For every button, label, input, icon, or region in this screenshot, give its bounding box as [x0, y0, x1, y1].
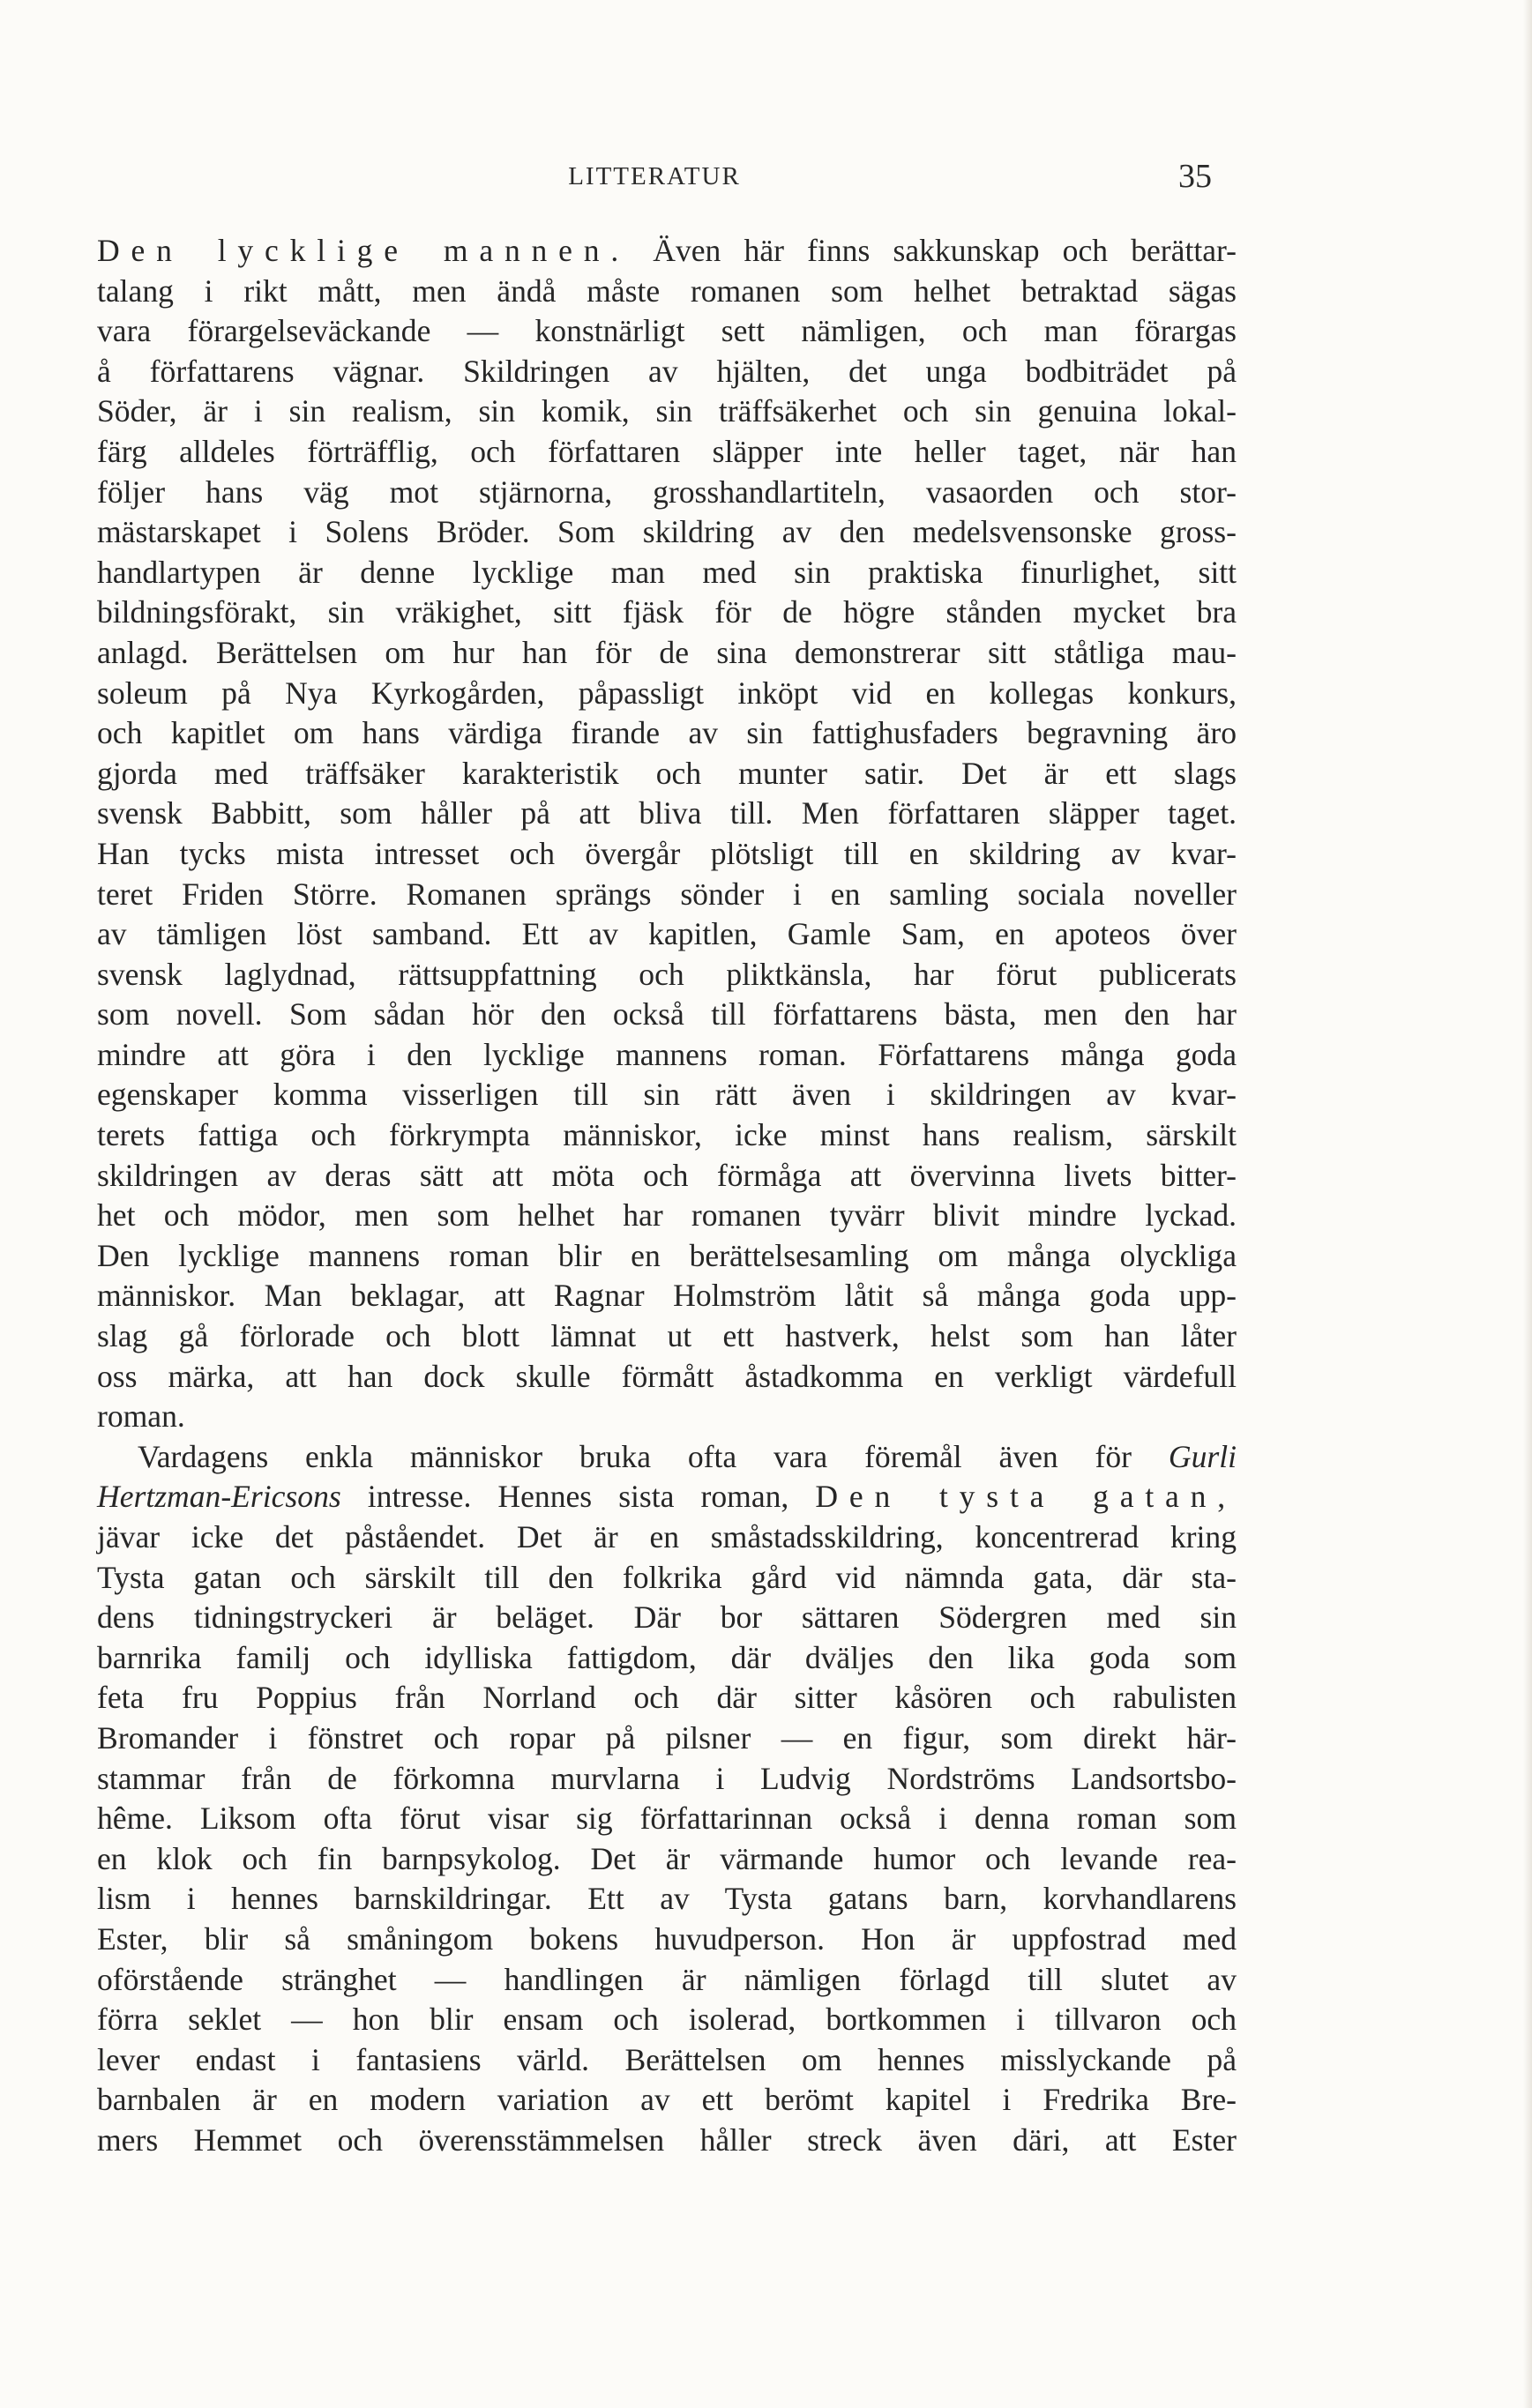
text-line [97, 754, 1237, 794]
spaced-book-title: Den tysta gatan, [815, 1479, 1237, 1515]
body-text [97, 231, 1237, 2161]
text-line [97, 311, 1237, 352]
text-segment: Bromander i fönstret och ropar på pilsner — en figur, som direkt här- [97, 1719, 1237, 1756]
text-segment: mästarskapet i Solens Bröder. Som skildring av den medelsvensonske gross- [97, 514, 1237, 550]
text-segment: Tysta gatan och särskilt till den folkrika gård vid nämnda gata, där sta- [97, 1559, 1237, 1595]
text-segment: gjorda med träffsäker karakteristik och munter satir. Det är ett slags [97, 755, 1237, 791]
text-line [97, 1558, 1237, 1599]
text-line [97, 1035, 1237, 1076]
text-segment: terets fattiga och förkrympta människor, icke minst hans realism, särskilt [97, 1117, 1237, 1153]
text-line [97, 432, 1237, 473]
text-segment: oförstående stränghet — handlingen är nämligen förlagd till slutet av [97, 1961, 1237, 1997]
page-edge-shadow [1523, 0, 1532, 2408]
text-line [97, 1276, 1237, 1316]
text-line [97, 1477, 1237, 1517]
text-segment: av tämligen löst samband. Ett av kapitlen, Gamle Sam, en apoteos över [97, 916, 1237, 952]
text-segment: Ester, blir så småningom bokens huvudperson. Hon är uppfostrad med [97, 1920, 1237, 1957]
text-segment: dens tidningstryckeri är beläget. Där bor sättaren Södergren med sin [97, 1599, 1237, 1636]
text-line [97, 1799, 1237, 1839]
text-segment: följer hans väg mot stjärnorna, grosshandlartiteln, vasaorden och stor- [97, 473, 1237, 510]
text-segment: barnrika familj och idylliska fattigdom, där dväljes den lika goda som [97, 1639, 1237, 1675]
text-segment: Vardagens enkla människor bruka ofta vara föremål även för [138, 1438, 1169, 1474]
text-segment: som novell. Som sådan hör den också till författarens bästa, men den har [97, 996, 1237, 1033]
text-line [97, 1839, 1237, 1880]
text-segment: barnbalen är en modern variation av ett berömt kapitel i Fredrika Bre- [97, 2082, 1237, 2118]
running-head [97, 157, 1212, 196]
text-segment: egenskaper komma visserligen till sin rätt även i skildringen av kvar- [97, 1077, 1237, 1113]
text-line [97, 1598, 1237, 1638]
text-line [97, 2121, 1237, 2161]
text-line [97, 231, 1237, 272]
text-segment: Även här finns sakkunskap och berättar- [630, 233, 1237, 268]
text-segment: oss märka, att han dock skulle förmått åstadkomma en verkligt värdefull [97, 1358, 1237, 1394]
text-line [97, 512, 1237, 553]
text-line [97, 914, 1237, 955]
text-line [97, 633, 1237, 674]
italic-author-name: Gurli [1168, 1438, 1237, 1474]
text-segment: lever endast i fantasiens värld. Berättelsen om hennes misslyckande på [97, 2041, 1237, 2077]
text-segment: jävar icke det påståendet. Det är en småstadsskildring, koncentrerad kring [97, 1519, 1237, 1554]
text-line [97, 1357, 1237, 1398]
text-line [97, 834, 1237, 875]
text-line [97, 2000, 1237, 2040]
text-segment: svensk Babbitt, som håller på att bliva till. Men författaren släpper taget. [97, 795, 1237, 831]
text-segment: slag gå förlorade och blott lämnat ut ett hastverk, helst som han låter [97, 1318, 1237, 1354]
text-segment: anlagd. Berättelsen om hur han för de sina demonstrerar sitt ståtliga mau- [97, 634, 1237, 670]
text-line [97, 674, 1237, 714]
text-segment: het och mödor, men som helhet har romanen tyvärr blivit mindre lyckad. [97, 1197, 1237, 1234]
text-line [97, 1316, 1237, 1357]
text-line [97, 1879, 1237, 1920]
text-segment: feta fru Poppius från Norrland och där sitter kåsören och rabulisten [97, 1680, 1237, 1716]
text-segment: mers Hemmet och överensstämmelsen håller streck även däri, att Ester [97, 2121, 1237, 2158]
text-line [97, 473, 1237, 513]
text-line [97, 1236, 1237, 1277]
text-segment: och kapitlet om hans värdiga firande av sin fattighusfaders begravning äro [97, 715, 1237, 751]
text-segment: soleum på Nya Kyrkogården, påpassligt inköpt vid en kollegas konkurs, [97, 675, 1237, 711]
text-segment: människor. Man beklagar, att Ragnar Holmström låtit så många goda upp- [97, 1278, 1237, 1314]
text-line [97, 1960, 1237, 2001]
text-segment: skildringen av deras sätt att möta och förmåga att övervinna livets bitter- [97, 1157, 1237, 1193]
text-segment: handlartypen är denne lycklige man med sin praktiska finurlighet, sitt [97, 554, 1237, 590]
text-segment: lism i hennes barnskildringar. Ett av Tysta gatans barn, korvhandlarens [97, 1881, 1237, 1917]
text-segment: en klok och fin barnpsykolog. Det är värmande humor och levande rea- [97, 1840, 1237, 1876]
text-segment: förra seklet — hon blir ensam och isolerad, bortkommen i tillvaron och [97, 2002, 1237, 2038]
text-line [97, 1156, 1237, 1197]
text-segment: Han tycks mista intresset och övergår plötsligt till en skildring av kvar- [97, 835, 1237, 871]
text-segment: stammar från de förkomna murvlarna i Ludvig Nordströms Landsortsbo- [97, 1760, 1237, 1796]
text-line [97, 1115, 1237, 1156]
text-segment: Den lycklige mannens roman blir en berättelsesamling om många olyckliga [97, 1237, 1237, 1273]
text-line [97, 2080, 1237, 2121]
italic-author-name: Hertzman-Ericsons [97, 1479, 341, 1515]
text-segment: mindre att göra i den lycklige mannens roman. Författarens många goda [97, 1036, 1237, 1072]
text-segment: hême. Liksom ofta förut visar sig författarinnan också i denna roman som [97, 1800, 1237, 1837]
text-line [97, 272, 1237, 312]
text-line [97, 995, 1237, 1035]
text-line [97, 593, 1237, 633]
text-segment: Söder, är i sin realism, sin komik, sin träffsäkerhet och sin genuina lokal- [97, 393, 1237, 429]
text-segment: å författarens vägnar. Skildringen av hjälten, det unga bodbiträdet på [97, 353, 1237, 389]
text-line [97, 553, 1237, 593]
page-number: 35 [1178, 158, 1212, 195]
text-segment: vara förargelseväckande — konstnärligt sett nämligen, och man förargas [97, 313, 1237, 349]
text-line [97, 1678, 1237, 1718]
spaced-book-title: Den lycklige mannen. [97, 233, 631, 268]
text-segment: bildningsförakt, sin vräkighet, sitt fjäsk för de högre stånden mycket bra [97, 594, 1237, 630]
running-title: LITTERATUR [568, 162, 741, 190]
text-line [97, 1759, 1237, 1800]
text-line [97, 352, 1237, 392]
text-line [97, 1196, 1237, 1236]
text-line [97, 1437, 1237, 1478]
text-line [97, 1920, 1237, 1960]
text-segment: roman. [97, 1398, 185, 1435]
text-line [97, 955, 1237, 995]
text-line [97, 794, 1237, 834]
text-segment: talang i rikt mått, men ändå måste romanen som helhet betraktad sägas [97, 272, 1237, 309]
text-line [97, 2040, 1237, 2081]
text-line [97, 1718, 1237, 1759]
text-line [97, 391, 1237, 432]
text-segment: intresse. Hennes sista roman, [340, 1479, 816, 1515]
text-line [97, 1075, 1237, 1115]
text-line [97, 1517, 1237, 1558]
text-segment: färg alldeles förträfflig, och författaren släpper inte heller taget, när han [97, 433, 1237, 469]
text-line [97, 713, 1237, 754]
text-line [97, 1397, 1237, 1437]
text-line [97, 1638, 1237, 1679]
text-segment: teret Friden Större. Romanen sprängs sönder i en samling sociala noveller [97, 876, 1237, 912]
text-segment: svensk laglydnad, rättsuppfattning och pliktkänsla, har förut publicerats [97, 956, 1237, 992]
text-line [97, 875, 1237, 915]
